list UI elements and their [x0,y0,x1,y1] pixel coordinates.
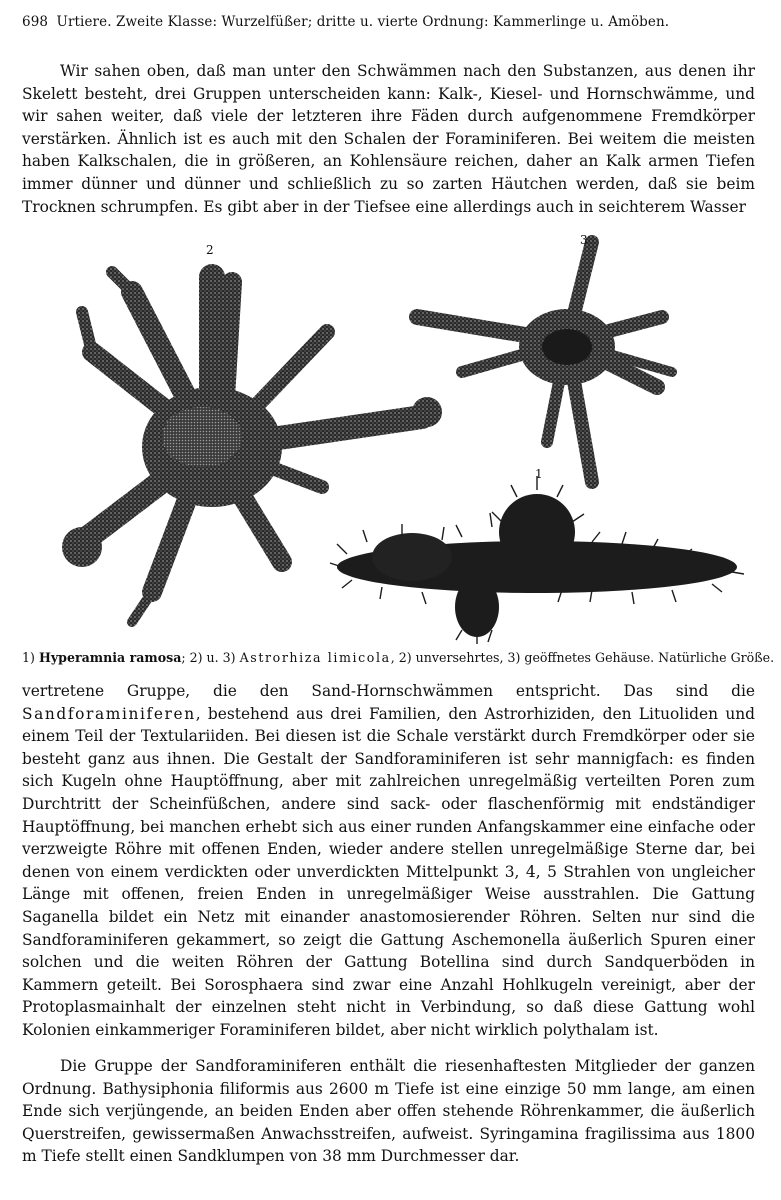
figure-label-2: 2 [206,243,214,257]
running-title: Urtiere. Zweite Klasse: Wurzelfüßer; dritte u. vierte Ordnung: Kammerlinge u. Amöben. [56,14,670,30]
caption-part: 1) [22,650,39,665]
caption-part: , 2) unversehrtes, 3) geöffnetes Gehäuse. Natürliche Größe. [390,650,775,665]
specimen-3 [417,242,672,482]
page-number: 698 [22,14,49,30]
figure-label-1: 1 [535,467,543,481]
foraminifera-engraving [22,232,762,644]
emphasis-sandforaminiferen: Sandforaminiferen [22,704,196,723]
paragraph-3: Die Gruppe der Sandforaminiferen enthält die riesenhaftesten Mitglieder der ganzen Ordnung. Bathysiphonia filiformis aus 2600 m Tiefe ist eine einzige 50 mm lange, am einen Ende sich verjüngende, an beiden Enden aber offen stehende Röhrenkammer, die äußerlich Querstreifen, gewissermaßen Anwachsstreifen, aufweist. Syringamina fragilissima aus 1800 m Tiefe stellt einen Sandklumpen von 38 mm Durchmesser dar. [22,1057,755,1166]
figure-label-3: 3 [580,233,588,247]
caption-species-2: Astrorhiza limicola [239,650,391,665]
figure-caption [22,650,775,665]
caption-species-1: Hyperamnia ramosa [38,650,182,665]
paragraph-2-text: vertretene Gruppe, die den Sand-Hornschwämmen entspricht. Das sind die [22,682,755,700]
paragraph-2-text: , bestehend aus drei Familien, den Astrorhiziden, den Lituoliden und einem Teil der Textulariiden. Bei diesen ist die Schale verstärkt durch Fremdkörper oder sie besteht ganz aus ihnen. Die Gestalt der Sandforaminiferen ist sehr mannigfach: es finden sich Kugeln ohne Hauptöffnung, aber mit zahlreichen unregelmäßig verteilten Poren zum Durchtritt der Scheinfüßchen, andere sind sack- oder flaschenförmig mit endständiger Hauptöffnung, bei manchen erhebt sich aus einer runden Anfangskammer eine einfache oder verzweigte Röhre mit offenen Enden, wieder andere stellen unregelmäßige Sterne dar, bei denen von einem verdickten oder unverdickten Mittelpunkt 3, 4, 5 Strahlen von ungleicher Länge mit offenen, freien Enden in unregelmäßiger Weise ausstrahlen. Die Gattung Saganella bildet ein Netz mit einander anastomosierender Röhren. Selten nur sind die Sandforaminiferen gekammert, so zeigt die Gattung Aschemonella äußerlich Spuren einer solchen und die weiten Röhren der Gattung Botellina sind durch Sandquerböden in Kammern geteilt. Bei Sorosphaera sind zwar eine Anzahl Hohlkugeln vereinigt, aber der Protoplasmainhalt der einzelnen steht nicht in Verbindung, so daß diese Gattung wohl Kolonien einkammeriger Foraminiferen bildet, aber nicht wirklich polythalam ist. [22,704,755,1039]
running-header [22,14,762,30]
specimen-1 [330,476,744,644]
caption-part: ; 2) u. 3) [181,650,240,665]
figure-illustration [22,232,762,644]
paragraph-2 [22,680,755,1042]
paragraph-1: Wir sahen oben, daß man unter den Schwämmen nach den Substanzen, aus denen ihr Skelett besteht, drei Gruppen unterscheiden kann: Kalk-, Kiesel- und Hornschwämme, und wir sahen weiter, daß viele der letzteren ihre Fäden durch aufgenommene Fremdkörper verstärken. Ähnlich ist es auch mit den Schalen der Foraminiferen. Bei weitem die meisten haben Kalkschalen, die in größeren, an Kohlensäure reichen, daher an Kalk armen Tiefen immer dünner und dünner und schließlich zu so zarten Häutchen werden, daß sie beim Trocknen schrumpfen. Es gibt aber in der Tiefsee eine allerdings auch in seichterem Wasser [22,62,755,216]
